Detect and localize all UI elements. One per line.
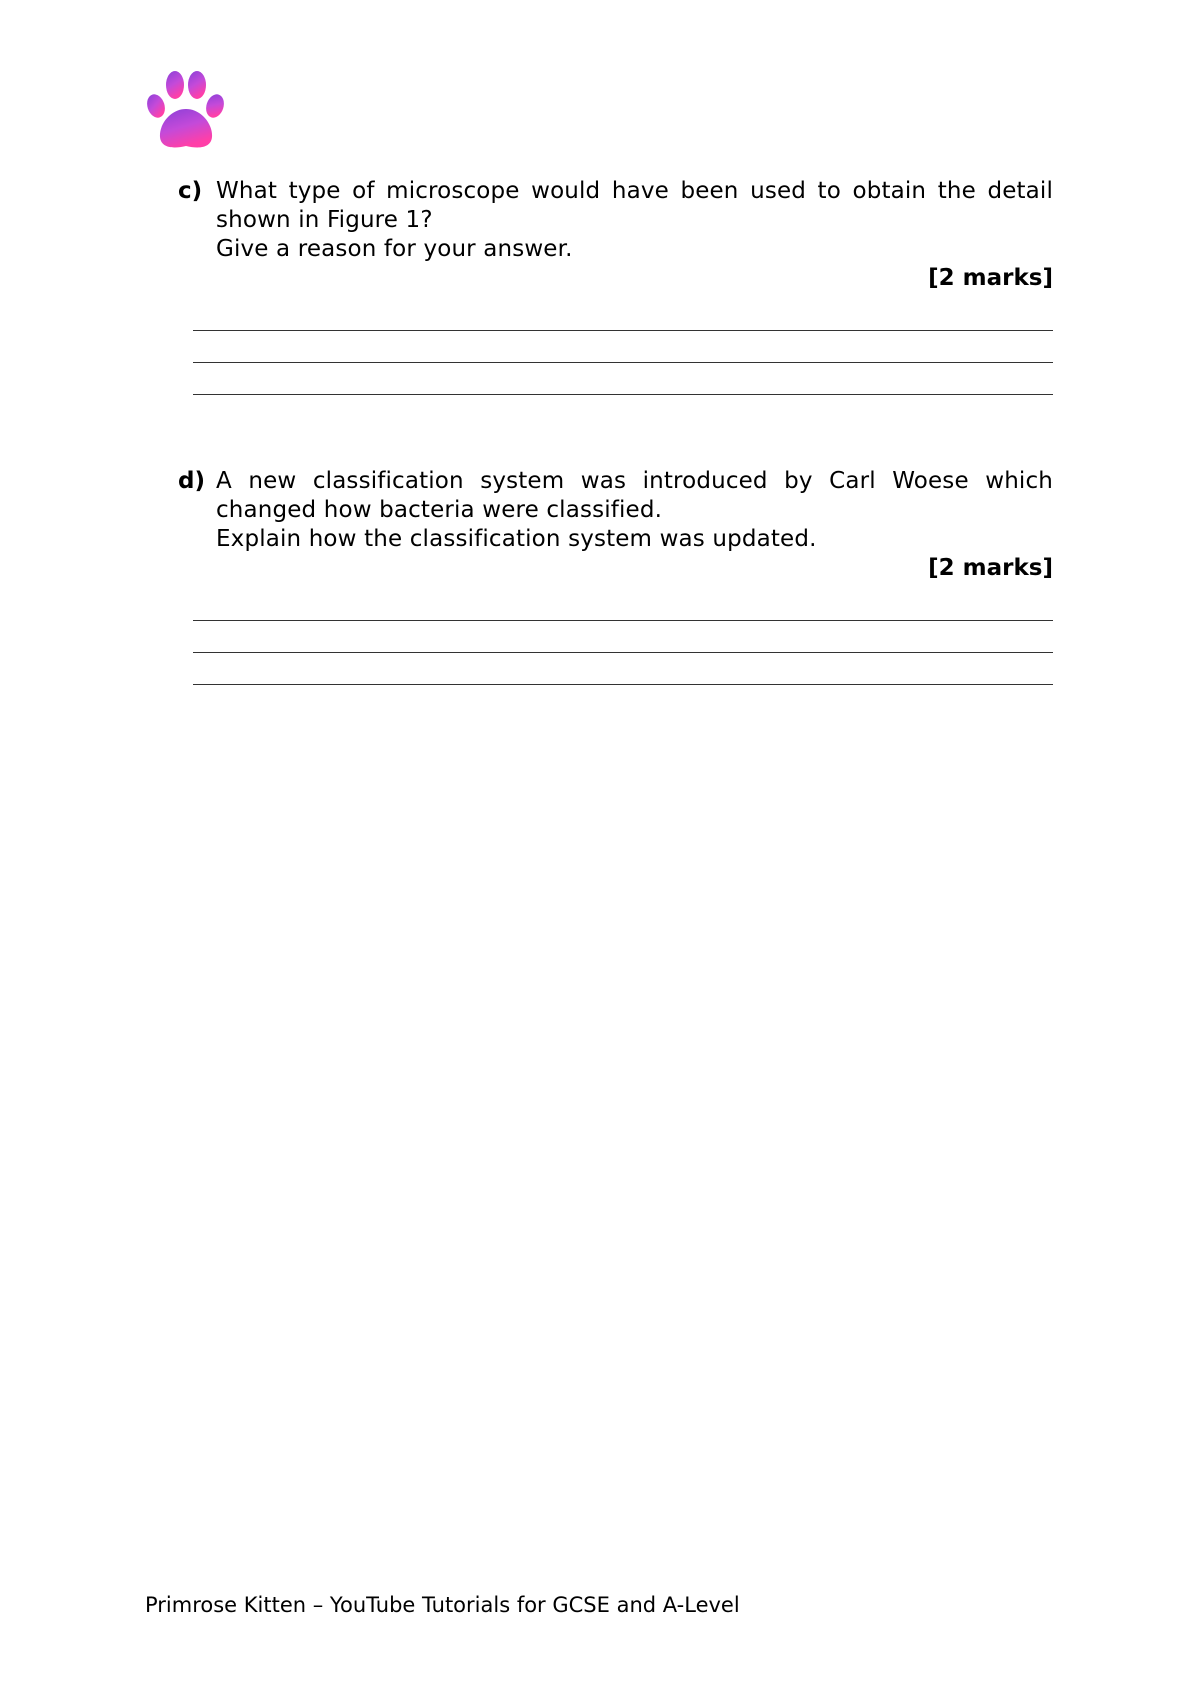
question-d xyxy=(178,467,1053,685)
answer-area[interactable] xyxy=(193,299,1053,395)
question-text xyxy=(216,467,1053,554)
question-line: What type of microscope would have been used to obtain the detail xyxy=(216,178,1053,204)
answer-line[interactable] xyxy=(193,299,1053,331)
question-c xyxy=(178,177,1053,395)
question-letter: d) xyxy=(178,468,205,494)
question-line: changed how bacteria were classified. xyxy=(216,497,663,523)
answer-line[interactable] xyxy=(193,589,1053,621)
question-line: Give a reason for your answer. xyxy=(216,236,573,262)
answer-line[interactable] xyxy=(193,363,1053,395)
question-line: A new classification system was introduced by Carl Woese which xyxy=(216,468,1053,494)
answer-line[interactable] xyxy=(193,621,1053,653)
question-letter: c) xyxy=(178,178,203,204)
primrose-kitten-logo xyxy=(146,68,224,152)
question-text xyxy=(216,177,1053,264)
marks-label: [2 marks] xyxy=(928,555,1053,581)
page-footer: Primrose Kitten – YouTube Tutorials for GCSE and A-Level xyxy=(145,1593,740,1617)
paw-print-icon xyxy=(146,68,224,152)
marks-label: [2 marks] xyxy=(928,265,1053,291)
question-line: Explain how the classification system was updated. xyxy=(216,526,817,552)
answer-area[interactable] xyxy=(193,589,1053,685)
answer-line[interactable] xyxy=(193,331,1053,363)
answer-line[interactable] xyxy=(193,653,1053,685)
question-line: shown in Figure 1? xyxy=(216,207,433,233)
